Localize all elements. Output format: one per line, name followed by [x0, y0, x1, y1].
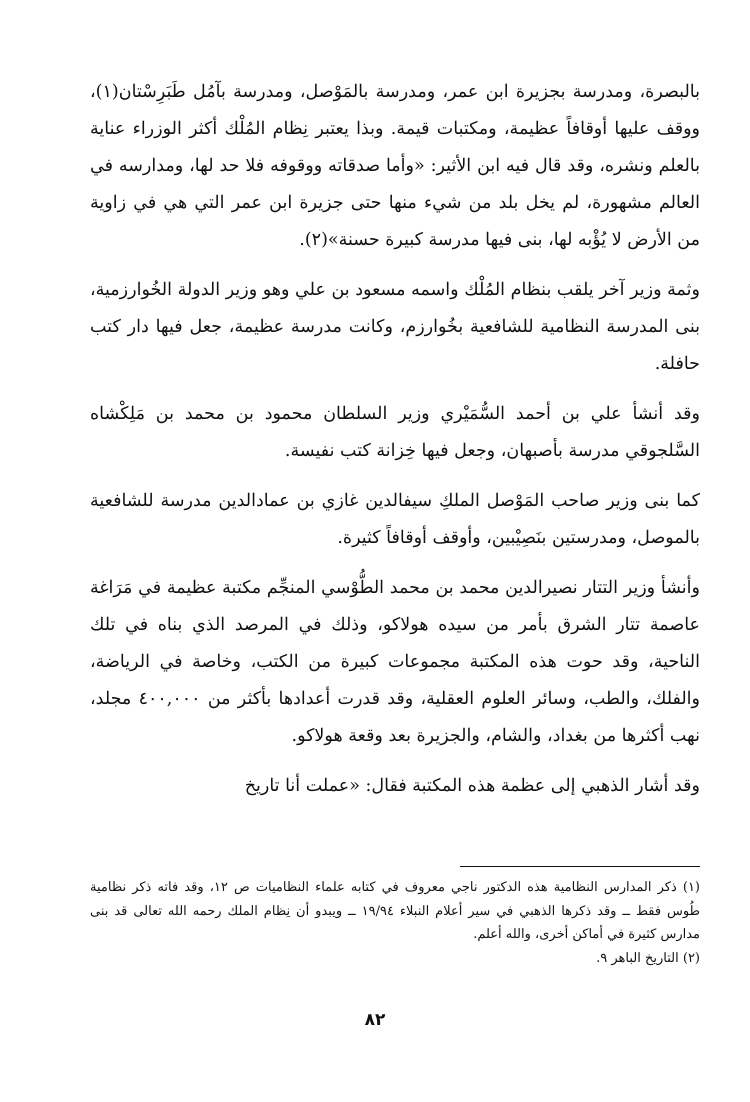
paragraph: كما بنى وزير صاحب المَوْصل الملكِ سيفالدين غازي بن عمادالدين مدرسة للشافعية بالموصل، ومدرستين بنَصِيْبين، وأوقف أوقافاً كثيرة.	[90, 491, 700, 548]
footnote: (٢) التاريخ الباهر ٩.	[596, 950, 700, 966]
page-number: ٨٢	[364, 1010, 386, 1030]
main-text	[90, 74, 700, 805]
paragraph-gap	[90, 383, 700, 396]
paragraph: وقد أشار الذهبي إلى عظمة هذه المكتبة فقال: «عملت أنا تاريخ	[244, 776, 700, 796]
footnotes	[90, 876, 700, 970]
paragraph-gap	[90, 470, 700, 483]
paragraph-gap	[90, 557, 700, 570]
paragraph-gap	[90, 259, 700, 272]
footnote-divider	[460, 866, 700, 867]
paragraph: وثمة وزير آخر يلقب بنظام المُلْك واسمه مسعود بن علي وهو وزير الدولة الخُوارزمية، بنى المدرسة النظامية للشافعية بخُوارزم، وكانت مدرسة عظيمة، جعل فيها دار كتب حافلة.	[90, 280, 700, 374]
paragraph: وأنشأ وزير التتار نصيرالدين محمد بن محمد الطُّوْسي المنجِّم مكتبة عظيمة في مَرَاغة عاصمة تتار الشرق بأمر من سيده هولاكو، وذلك في المرصد الذي بناه في تلك الناحية، وقد حوت هذه المكتبة مجموعات كبيرة من الكتب، وخاصة في الرياضة، والفلك، والطب، وسائر العلوم العقلية، وقد قدرت أعدادها بأكثر من ٤٠٠,٠٠٠ مجلد، نهب أكثرها من بغداد، والشام، والجزيرة بعد وقعة هولاكو.	[90, 578, 700, 746]
paragraph-gap	[90, 755, 700, 768]
footnote: (١) ذكر المدارس النظامية هذه الدكتور ناجي معروف في كتابه علماء النظاميات ص ١٢، وقد فاته ذكر نظامية طُوس فقط ــ وقد ذكرها الذهبي في سير أعلام النبلاء ١٩/٩٤ ــ ويبدو أن نِظام الملك رحمه الله تعالى قد بنى مدارس كثيرة في أماكن أخرى، والله أعلم.	[90, 880, 700, 942]
paragraph: وقد أنشأ علي بن أحمد السُّمَيْري وزير السلطان محمود بن محمد بن مَلِكْشاه السَّلجوقي مدرسة بأصبهان، وجعل فيها خِزانة كتب نفيسة.	[90, 404, 700, 461]
paragraph: بالبصرة، ومدرسة بجزيرة ابن عمر، ومدرسة بالمَوْصل، ومدرسة بآمُل طَبَرِسْتان(١)، ووقف عليها أوقافاً عظيمة، ومكتبات قيمة. وبذا يعتبر نِظام المُلْك أكثر الوزراء عناية بالعلم ونشره، وقد قال فيه ابن الأثير: «وأما صدقاته ووقوفه فلا حد لها، ومدارسه في العالم مشهورة، لم يخل بلد من شيء منها حتى جزيرة ابن عمر التي هي في زاوية من الأرض لا يُؤْبه لها، بنى فيها مدرسة كبيرة حسنة»(٢).	[90, 82, 700, 250]
